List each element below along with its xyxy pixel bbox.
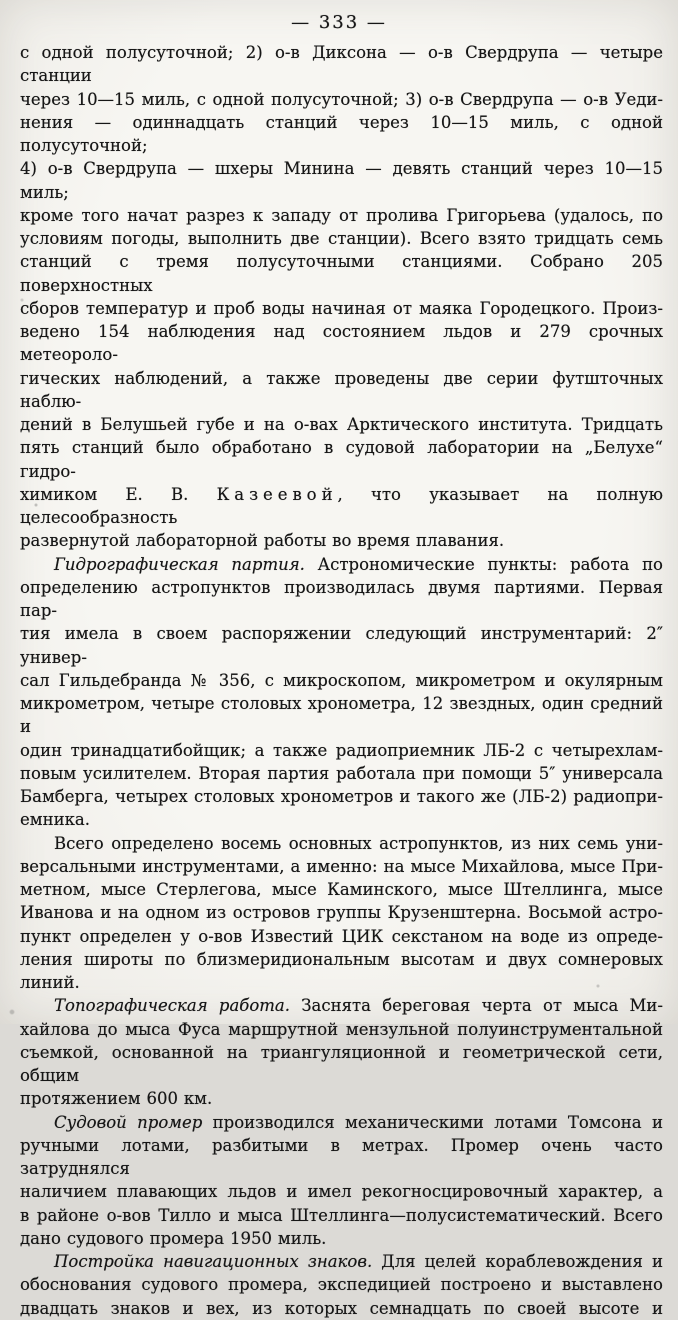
text-segment: линий. [20,973,80,992]
text-line [20,1180,663,1203]
text-segment: через 10—15 миль, с одной полусуточной; 3) о-в Свердрупа — о-в Уеди- [20,89,663,109]
text-segment: Заснята береговая черта от мыса Ми- [290,996,664,1016]
text-line [20,692,663,739]
text-segment: Для целей кораблевождения и [372,1252,663,1271]
text-line [20,529,663,552]
text-segment: хайлова до мыса Фуса маршрутной мензульной полуинструментальной [20,1019,663,1039]
paragraph [20,553,663,832]
text-segment: обоснования судового промера, экспедицией построено и выставлено [20,1275,663,1295]
text-segment: химиком Е. В. [20,484,217,504]
text-line [20,1041,663,1088]
text-line [20,553,663,576]
text-segment: определению астропунктов производилась двумя партиями. Первая пар- [20,577,663,620]
text-line [20,250,663,297]
text-line [20,227,663,250]
text-segment: нения — одиннадцать станций через 10—15 миль, с одной полусуточной; [20,112,663,155]
text-segment: сборов температур и проб воды начиная от маяка Городецкого. Произ- [20,298,663,318]
text-line [20,994,663,1017]
text-segment: производился механическими лотами Томсона и [202,1112,664,1132]
text-line [20,971,663,994]
text-line [20,785,663,808]
text-line [20,855,663,878]
text-segment: Иванова и на одном из островов группы Крузенштерна. Восьмой астро- [20,903,663,923]
text-line [20,1227,663,1250]
text-segment: развернутой лабораторной работы во время плавания. [20,531,505,551]
text-line [20,41,663,88]
text-segment: ведено 154 наблюдения над состоянием льдов и 279 срочных метеороло- [20,322,663,365]
text-block [0,33,678,1320]
text-line [20,1018,663,1041]
text-segment: сал Гильдебранда № 356, с микроскопом, микрометром и окулярным [20,670,663,690]
text-line [20,413,663,436]
text-segment: Астрономические пункты: работа по [304,554,663,574]
text-segment: наличием плавающих льдов и имел рекогносцировочный характер, а [20,1182,663,1202]
text-segment: 4) о-в Свердрупа — шхеры Минина — девять станций через 10—15 миль; [20,159,663,202]
text-segment: станций с тремя полусуточными станциями. Собрано 205 поверхностных [20,252,663,295]
text-line [20,1250,663,1273]
text-segment: микрометром, четыре столовых хронометра, 12 звездных, один средний и [20,694,663,737]
text-segment: пять станций было обработано в судовой лаборатории на „Белухе“ гидро- [20,438,663,481]
text-segment: условиям погоды, выполнить две станции). Всего взято тридцать семь [20,229,663,248]
text-line [20,948,663,971]
paragraph-lead-italic: Гидрографическая партия. [54,554,305,574]
text-segment: метном, мысе Стерлегова, мысе Каминского, мысе Штеллинга, мысе [20,880,663,899]
text-segment: дений в Белушьей губе и на о-вах Арктического института. Тридцать [20,415,663,434]
text-line [20,88,663,111]
text-segment: двадцать знаков и вех, из которых семнадцать по своей высоте и [20,1298,663,1318]
text-segment: протяжением 600 км. [20,1089,213,1109]
text-line [20,1134,663,1181]
text-line [20,204,663,227]
paragraph [20,1250,663,1320]
text-line [20,925,663,948]
text-line [20,622,663,669]
text-segment: дано судового промера 1950 миль. [20,1228,327,1248]
text-line [20,878,663,901]
text-segment: пункт определен у о-вов Известий ЦИК секстаном на воде из опреде- [20,926,663,946]
text-segment: гических наблюдений, а также проведены две серии футшточных наблю- [20,368,663,411]
text-line [20,157,663,204]
text-segment: , что указывает на полную целесообразность [20,484,663,527]
paragraph-lead-italic: Постройка навигационных знаков. [54,1252,373,1271]
letterspaced-name: Казеевой [216,484,338,504]
text-line [20,436,663,483]
text-line [20,762,663,785]
text-line [20,297,663,320]
text-line [20,483,663,530]
text-segment: ления широты по близмеридиональным высотам и двух сомнеровых [20,949,663,969]
paragraph [20,1111,663,1251]
text-segment: один тринадцатибойщик; а также радиоприемник ЛБ-2 с четырехлам- [20,740,663,760]
text-line [20,367,663,414]
text-line [20,1087,663,1110]
text-line [20,669,663,692]
paragraph [20,832,663,995]
text-line [20,111,663,158]
text-segment: с одной полусуточной; 2) о-в Диксона — о-в Свердрупа — четыре станции [20,43,663,86]
text-segment: ручными лотами, разбитыми в метрах. Промер очень часто затруднялся [20,1135,663,1178]
paragraph [20,41,663,553]
text-segment: емника. [20,810,90,830]
text-line [20,1297,663,1320]
text-line [20,1273,663,1296]
text-segment: Всего определено восемь основных астропунктов, из них семь уни- [54,833,663,853]
paragraph-lead-italic: Топографическая работа. [54,996,291,1016]
paragraph-lead-italic: Судовой промер [54,1112,203,1132]
text-line [20,832,663,855]
text-line [20,901,663,924]
text-segment: тия имела в своем распоряжении следующий инструментарий: 2″ универ- [20,624,663,667]
text-segment: кроме того начат разрез к западу от пролива Григорьева (удалось, по [20,205,663,225]
text-segment: в районе о-вов Тилло и мыса Штеллинга—полусистематический. Всего [20,1205,663,1225]
text-line [20,576,663,623]
text-segment: версальными инструментами, а именно: на мысе Михайлова, мысе При- [20,856,663,876]
page-number: — 333 — [291,12,387,33]
text-segment: Бамберга, четырех столовых хронометров и такого же (ЛБ-2) радиопри- [20,787,663,806]
paragraph [20,994,663,1110]
text-line [20,739,663,762]
text-line [20,808,663,831]
text-line [20,320,663,367]
text-line [20,1111,663,1134]
text-segment: съемкой, основанной на триангуляционной и геометрической сети, общим [20,1042,663,1085]
text-line [20,1204,663,1227]
text-segment: повым усилителем. Вторая партия работала при помощи 5″ универсала [20,763,663,783]
